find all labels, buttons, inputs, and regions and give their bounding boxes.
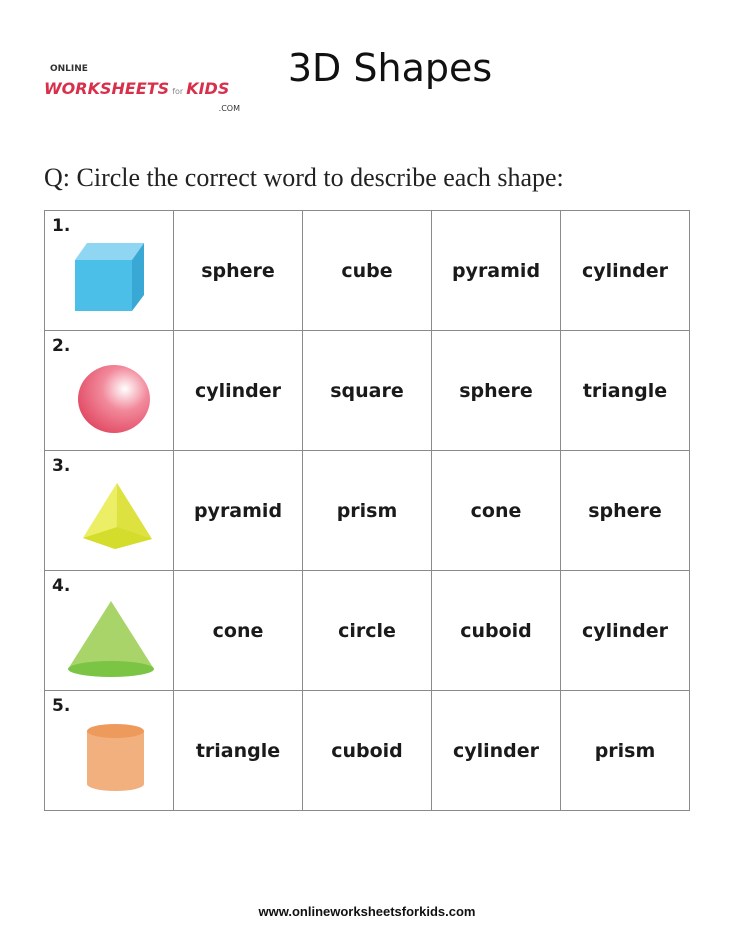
sphere-icon (45, 331, 173, 450)
table-row (45, 211, 690, 331)
row-number: 2. (52, 336, 71, 356)
option-word[interactable]: cuboid (432, 571, 561, 691)
table-row (45, 331, 690, 451)
option-word[interactable]: triangle (174, 691, 303, 811)
option-word[interactable]: prism (561, 691, 690, 811)
option-word[interactable]: square (303, 331, 432, 451)
footer-url[interactable]: www.onlineworksheetsforkids.com (258, 904, 476, 919)
pyramid-icon (45, 451, 173, 570)
row-number: 5. (52, 696, 71, 716)
option-word[interactable]: cylinder (174, 331, 303, 451)
option-word[interactable]: cuboid (303, 691, 432, 811)
shape-cell (45, 571, 174, 691)
option-word[interactable]: sphere (174, 211, 303, 331)
option-word[interactable]: cylinder (561, 571, 690, 691)
option-word[interactable]: cone (432, 451, 561, 571)
logo-worksheets: WORKSHEETS (44, 79, 170, 98)
shape-cell (45, 451, 174, 571)
shape-cell (45, 331, 174, 451)
option-word[interactable]: cylinder (561, 211, 690, 331)
logo-com: .COM (218, 104, 240, 113)
row-number: 3. (52, 456, 71, 476)
option-word[interactable]: cone (174, 571, 303, 691)
table-row (45, 571, 690, 691)
shapes-table (44, 210, 690, 811)
option-word[interactable]: sphere (561, 451, 690, 571)
logo-kids: KIDS (186, 79, 230, 98)
row-number: 4. (52, 576, 71, 596)
table-row (45, 691, 690, 811)
option-word[interactable]: circle (303, 571, 432, 691)
option-word[interactable]: pyramid (174, 451, 303, 571)
cone-icon (45, 571, 173, 690)
table-row (45, 451, 690, 571)
question-text: Q: Circle the correct word to describe each shape: (44, 163, 564, 192)
option-word[interactable]: triangle (561, 331, 690, 451)
cube-icon (45, 211, 173, 330)
option-word[interactable]: prism (303, 451, 432, 571)
shape-cell (45, 691, 174, 811)
logo-online: ONLINE (50, 64, 88, 74)
option-word[interactable]: pyramid (432, 211, 561, 331)
cylinder-icon (45, 691, 173, 810)
option-word[interactable]: sphere (432, 331, 561, 451)
shape-cell (45, 211, 174, 331)
option-word[interactable]: cube (303, 211, 432, 331)
option-word[interactable]: cylinder (432, 691, 561, 811)
logo-for: for (172, 87, 184, 96)
row-number: 1. (52, 216, 71, 236)
page-title: 3D Shapes (287, 46, 493, 90)
